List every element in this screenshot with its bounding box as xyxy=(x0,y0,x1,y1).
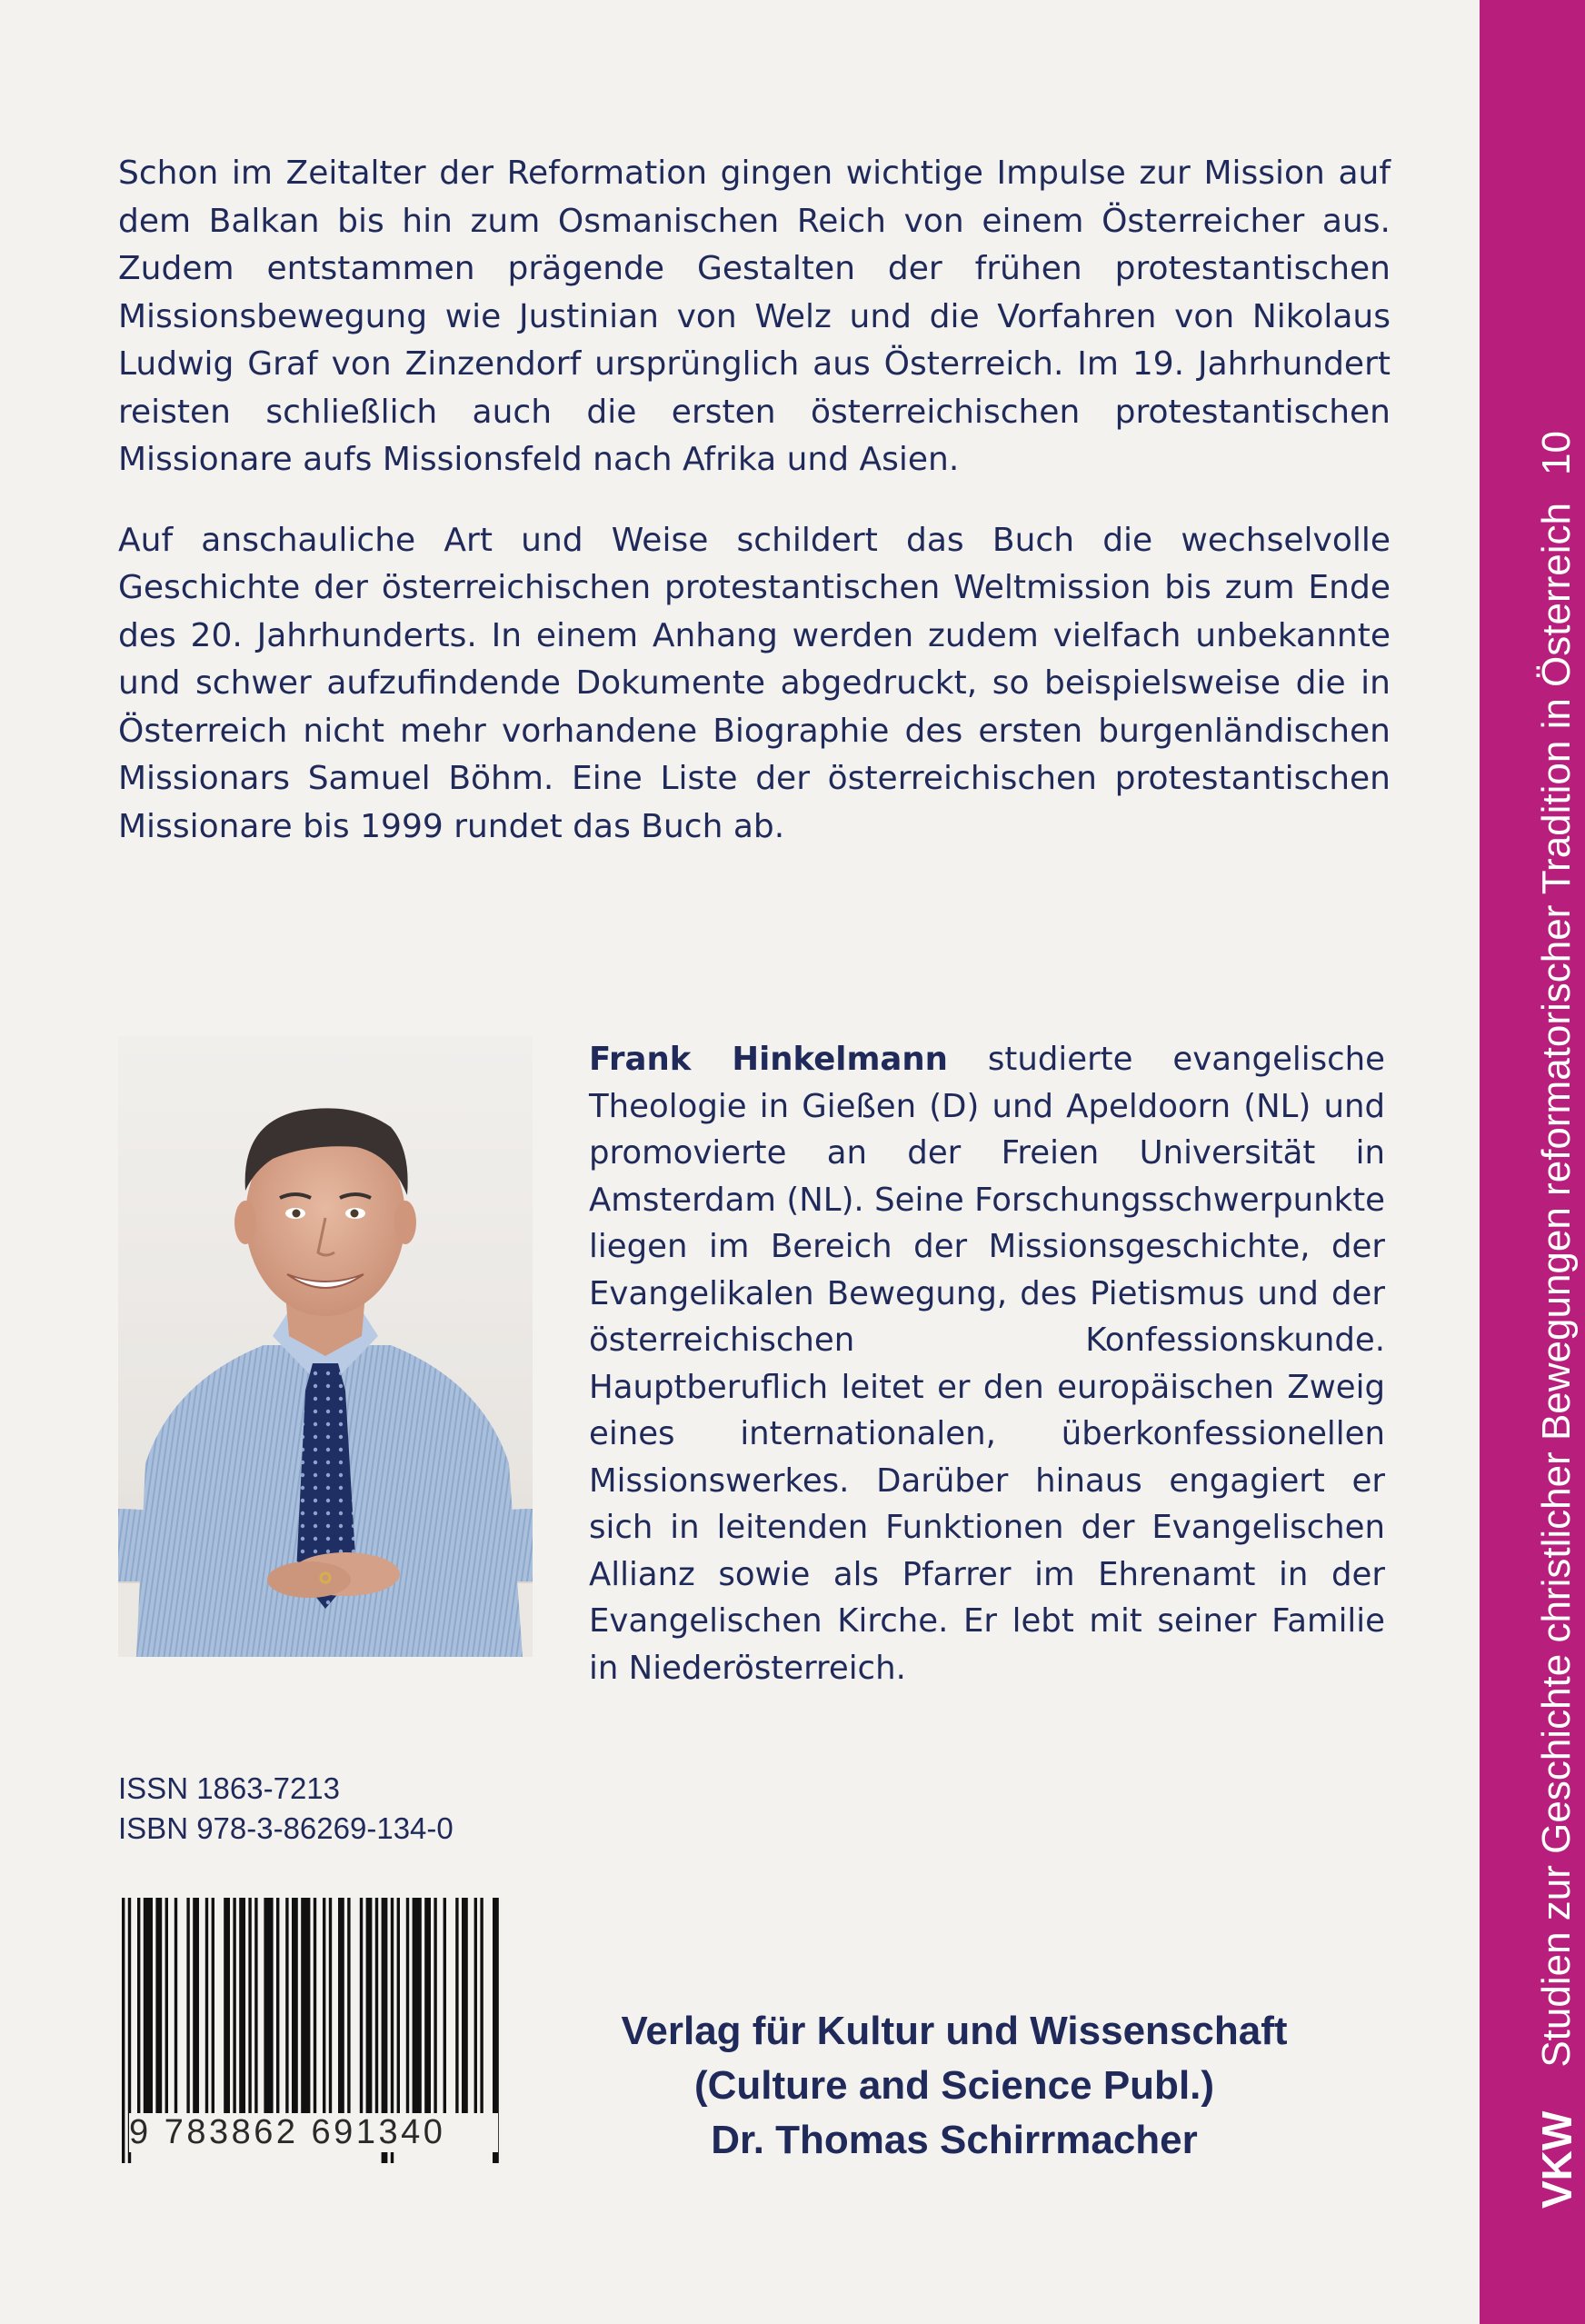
blurb-paragraph-2: Auf anschauliche Art und Weise schildert das Buch die wechselvolle Geschichte der österreichischen protestantischen Weltmission bis zum Ende des 20. Jahrhunderts. In einem Anhang werden zudem vielfach unbekannte und schwer aufzufindende Dokumente abgedruckt, so beispielsweise die in Österreich nicht mehr vorhandene Biographie des ersten burgenländischen Missionars Samuel Böhm. Eine Liste der österreichischen protestantischen Missionare bis 1999 rundet das Buch ab. xyxy=(118,521,1391,845)
barcode-bar xyxy=(233,1898,235,2136)
vkw-logo: VKW xyxy=(1533,2110,1580,2209)
book-codes xyxy=(118,1769,454,1849)
barcode-bar xyxy=(193,1898,199,2136)
barcode-bar xyxy=(347,1898,350,2136)
barcode-bar xyxy=(224,1898,230,2136)
author-bio-text: studierte evangelische Theologie in Gießen (D) und Apeldoorn (NL) und promovierte an der Freien Universität in Amsterdam (NL). Seine Forschungsschwerpunkte liegen im Bereich der Missionsgeschichte, der Evangelikalen Bewegung, des Pietismus und der österreichischen Konfessionskunde. Hauptberuflich leitet er den europäischen Zweig eines internationalen, überkonfessionellen Missionswerkes. Darüber hinaus engagiert er sich in leitenden Funktionen der Evangelischen Allianz sowie als Pfarrer im Ehrenamt in der Evangelischen Kirche. Er lebt mit seiner Familie in Niederösterreich. xyxy=(589,1041,1385,1687)
isbn: ISBN 978-3-86269-134-0 xyxy=(118,1811,454,1845)
barcode-bar xyxy=(155,1898,162,2136)
barcode-bar xyxy=(205,1898,208,2136)
barcode-bar xyxy=(239,1898,245,2136)
barcode-bar xyxy=(397,1898,400,2136)
publisher-line-1: Verlag für Kultur und Wissenschaft xyxy=(621,2009,1288,2053)
barcode-bar xyxy=(474,1898,477,2136)
series-volume: 10 xyxy=(1534,431,1579,475)
barcode-bar xyxy=(338,1898,344,2136)
publisher-block xyxy=(545,2004,1363,2168)
cover-blurb xyxy=(118,150,1391,883)
barcode-bar xyxy=(375,1898,378,2136)
barcode-digits: 9 783862 691340 xyxy=(129,2113,498,2152)
barcode-bar xyxy=(301,1898,310,2136)
barcode-bar xyxy=(174,1898,177,2136)
barcode-bar xyxy=(462,1898,468,2136)
author-name: Frank Hinkelmann xyxy=(589,1041,948,1078)
barcode-bar xyxy=(480,1898,483,2136)
issn: ISSN 1863-7213 xyxy=(118,1771,341,1805)
barcode-bar xyxy=(314,1898,316,2136)
barcode-bar xyxy=(413,1898,422,2136)
barcode-bar xyxy=(444,1898,446,2136)
series-band xyxy=(1480,0,1585,2324)
barcode-bar xyxy=(366,1898,373,2136)
barcode-bar xyxy=(424,1898,431,2136)
author-bio xyxy=(589,1036,1385,1691)
publisher-line-3: Dr. Thomas Schirrmacher xyxy=(711,2118,1198,2162)
barcode-bar xyxy=(276,1898,279,2136)
series-band-text xyxy=(1532,431,1581,2209)
barcode-bar xyxy=(165,1898,168,2136)
barcode-bar xyxy=(186,1898,189,2136)
publisher-line-2: (Culture and Science Publ.) xyxy=(693,2063,1215,2108)
barcode-bar xyxy=(434,1898,436,2136)
barcode-bar xyxy=(254,1898,257,2136)
blurb-paragraph-1: Schon im Zeitalter der Reformation gingen wichtige Impulse zur Mission auf dem Balkan bis hin zum Osmanischen Reich von einem Österreicher aus. Zudem entstammen prägende Gestalten der frühen protestantischen Missionsbewegung wie Justinian von Welz und die Vorfahren von Nikolaus Ludwig Graf von Zinzendorf ursprünglich aus Österreich. Im 19. Jahrhundert reisten schließlich auch die ersten österreichischen protestantischen Missionare aufs Missionsfeld nach Afrika und Asien. xyxy=(118,155,1391,478)
barcode-bar xyxy=(323,1898,325,2136)
barcode-bar xyxy=(137,1898,140,2136)
barcode-bar xyxy=(122,1898,125,2163)
barcode-bar xyxy=(144,1898,153,2136)
barcode-bar xyxy=(360,1898,363,2136)
barcode-bar xyxy=(285,1898,288,2136)
barcode-bar xyxy=(212,1898,214,2136)
barcode-bar xyxy=(264,1898,273,2136)
barcode-bar xyxy=(248,1898,251,2136)
barcode-bar xyxy=(406,1898,409,2136)
author-photo xyxy=(118,1036,533,1657)
barcode-bar xyxy=(329,1898,332,2136)
barcode-bar xyxy=(455,1898,458,2136)
series-title: Studien zur Geschichte christlicher Bewegungen reformatorischer Tradition in Österreich xyxy=(1534,503,1579,2068)
barcode-bar xyxy=(292,1898,298,2136)
